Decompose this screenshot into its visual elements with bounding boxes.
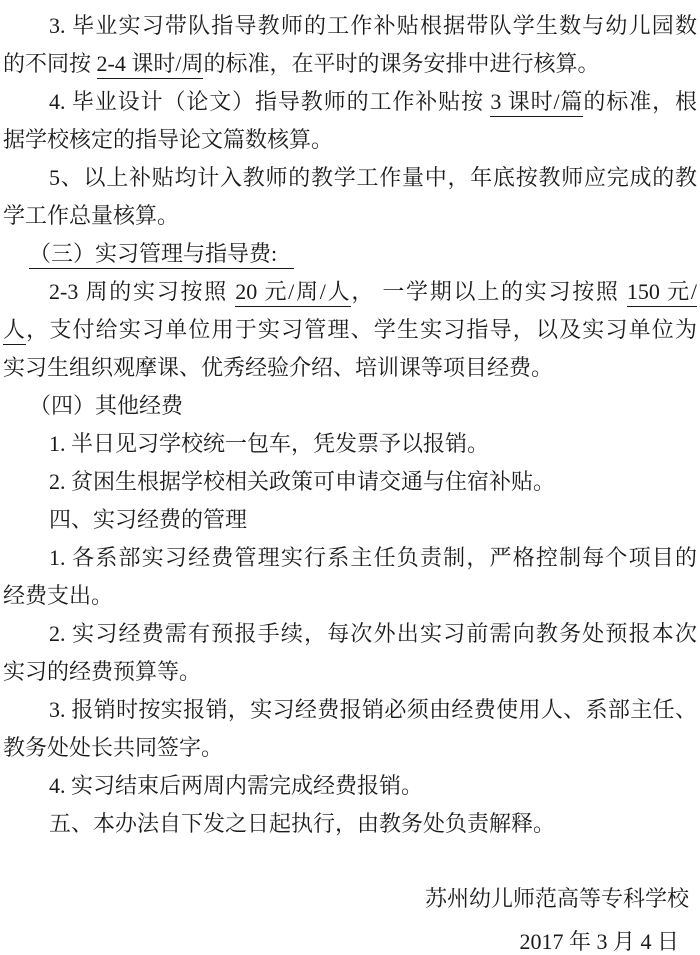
signature-org: 苏州幼儿师范高等专科学校 <box>424 886 689 911</box>
underlined-text: 20 元/周/人 <box>235 279 351 307</box>
text-line <box>3 83 697 121</box>
text-line <box>3 501 697 539</box>
text-segment: 2. 实习经费需有预报手续，每次外出实习前需向教务处预报本次 <box>49 621 697 646</box>
text-line <box>3 729 697 767</box>
text-segment: 经费支出。 <box>3 583 114 608</box>
text-line <box>3 539 697 577</box>
text-segment: 4. 毕业设计（论文）指导教师的工作补贴按 <box>49 89 491 114</box>
text-segment: 五、本办法自下发之日起执行，由教务处负责解释。 <box>49 811 556 836</box>
text-segment: 据学校核定的指导论文篇数核算。 <box>3 127 334 152</box>
text-segment: 实习的经费预算等。 <box>3 659 202 684</box>
text-line <box>3 235 697 273</box>
text-line <box>3 349 697 387</box>
text-segment: ，支付给实习单位用于实习管理、学生实习指导，以及实习单位为 <box>26 317 697 342</box>
text-line <box>3 273 697 311</box>
text-segment: 2. 贫困生根据学校相关政策可申请交通与住宿补贴。 <box>49 469 556 494</box>
text-line <box>3 653 697 691</box>
text-line <box>3 767 697 805</box>
text-segment: 实习生组织观摩课、优秀经验介绍、培训课等项目经费。 <box>3 355 554 380</box>
underlined-text: 3 课时/篇 <box>490 89 583 117</box>
text-segment: 教务处处长共同签字。 <box>3 735 224 760</box>
text-segment: 四、实习经费的管理 <box>49 507 248 532</box>
text-line <box>3 463 697 501</box>
text-line <box>3 805 697 843</box>
text-line <box>3 615 697 653</box>
underlined-text: 人 <box>3 317 26 345</box>
signature-date: 2017 年 3 月 4 日 <box>519 929 679 954</box>
underlined-text: 150 元/ <box>627 279 697 307</box>
text-segment: 5、以上补贴均计入教师的教学工作量中，年底按教师应完成的教 <box>49 165 697 190</box>
text-segment: 1. 半日见习学校统一包车，凭发票予以报销。 <box>49 431 490 456</box>
text-line <box>3 7 697 45</box>
text-segment: ， 一学期以上的实习按照 <box>351 279 627 304</box>
text-segment: 学工作总量核算。 <box>3 203 180 228</box>
text-segment: （四）其他经费 <box>29 393 184 418</box>
text-segment: 3. 毕业实习带队指导教师的工作补贴根据带队学生数与幼儿园数 <box>49 13 697 38</box>
document-body <box>3 7 697 843</box>
text-segment: 的标准，根 <box>583 89 697 114</box>
text-line <box>3 387 697 425</box>
text-segment: 3. 报销时按实报销，实习经费报销必须由经费使用人、系部主任、 <box>49 697 697 722</box>
underlined-text: （三）实习管理与指导费: <box>29 241 294 269</box>
text-segment: 2-3 周的实习按照 <box>49 279 236 304</box>
text-segment: 的不同按 <box>3 51 97 76</box>
text-line <box>3 159 697 197</box>
text-line <box>3 121 697 159</box>
text-line <box>3 45 697 83</box>
text-line <box>3 691 697 729</box>
text-line <box>3 197 697 235</box>
text-line <box>3 425 697 463</box>
text-segment: 1. 各系部实习经费管理实行系主任负责制，严格控制每个项目的 <box>49 545 697 570</box>
text-line <box>3 577 697 615</box>
signature-block <box>3 877 697 955</box>
text-line <box>3 311 697 349</box>
underlined-text: 2-4 课时/周 <box>97 51 204 79</box>
text-segment: 的标准，在平时的课务安排中进行核算。 <box>203 51 600 76</box>
text-segment: 4. 实习结束后两周内需完成经费报销。 <box>49 773 424 798</box>
